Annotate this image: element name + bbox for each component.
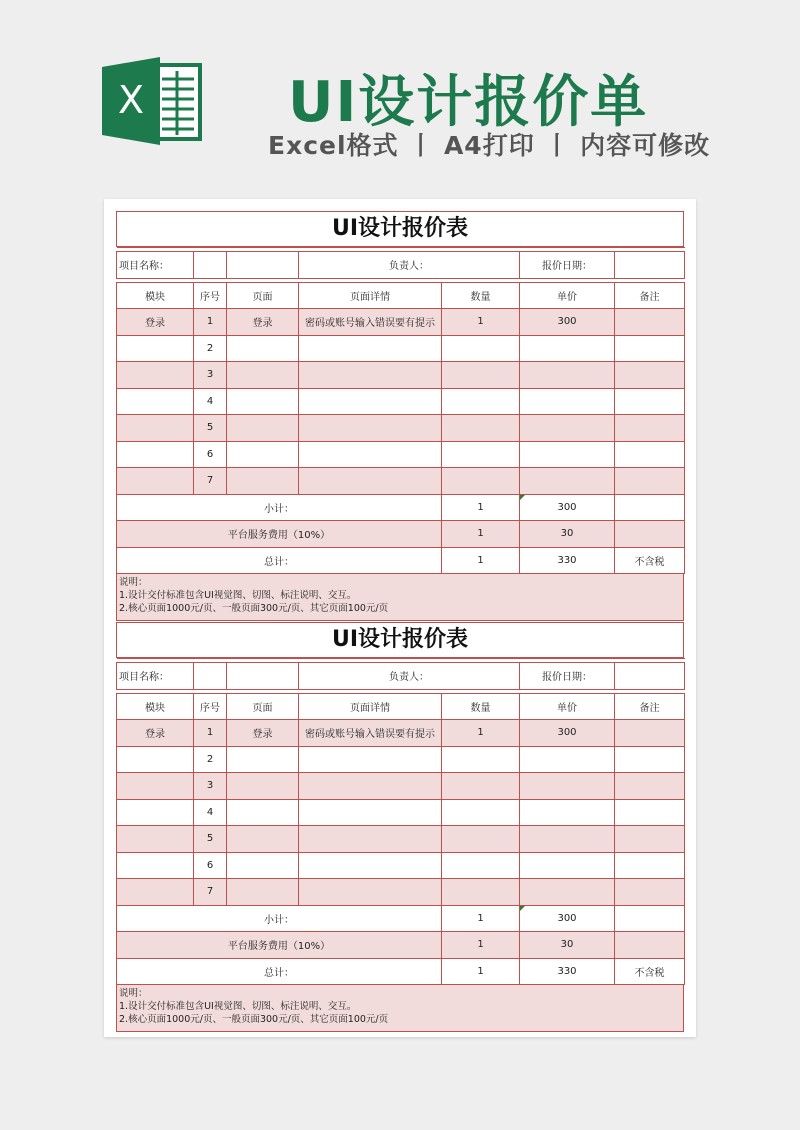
- excel-logo-icon: [102, 57, 202, 145]
- table-cell[interactable]: [615, 773, 685, 800]
- service-qty[interactable]: 1: [442, 521, 520, 548]
- table-cell[interactable]: [520, 773, 615, 800]
- quote-table: [116, 658, 685, 985]
- table-row: [117, 826, 685, 853]
- table-cell[interactable]: 密码或账号输入错误要有提示: [299, 309, 442, 336]
- table-cell[interactable]: [615, 468, 685, 495]
- svg-text:X: X: [117, 78, 145, 122]
- table-cell[interactable]: [117, 773, 194, 800]
- column-header: 模块: [117, 282, 194, 309]
- subtotal-label: 小计：: [117, 494, 442, 521]
- table-cell[interactable]: 6: [194, 441, 227, 468]
- table-cell[interactable]: 300: [520, 309, 615, 336]
- table-cell[interactable]: [299, 852, 442, 879]
- note-line: 说明：: [119, 988, 148, 999]
- table-row: [117, 309, 685, 336]
- table-row: [117, 799, 685, 826]
- column-header: 序号: [194, 693, 227, 720]
- table-cell[interactable]: 登录: [117, 309, 194, 336]
- subtotal-qty[interactable]: 1: [442, 905, 520, 932]
- total-qty[interactable]: 1: [442, 958, 520, 985]
- table-cell[interactable]: [615, 362, 685, 389]
- table-cell[interactable]: [520, 388, 615, 415]
- note-line: 1.设计交付标准包含UI视觉图、切图、标注说明、交互。: [119, 590, 357, 601]
- table-cell[interactable]: [117, 415, 194, 442]
- table-cell[interactable]: [442, 852, 520, 879]
- subtotal-price[interactable]: 300: [520, 905, 615, 932]
- subtotal-row: [117, 905, 685, 932]
- owner-label: 负责人：: [299, 252, 520, 279]
- subtotal-note[interactable]: [615, 494, 685, 521]
- note-line: 说明：: [119, 577, 148, 588]
- column-header: 备注: [615, 693, 685, 720]
- table-cell[interactable]: 3: [194, 773, 227, 800]
- subtotal-price[interactable]: 300: [520, 494, 615, 521]
- table-cell[interactable]: [520, 852, 615, 879]
- quote-sheet: [116, 622, 684, 1032]
- note-line: 1.设计交付标准包含UI视觉图、切图、标注说明、交互。: [119, 1001, 357, 1012]
- table-cell[interactable]: [299, 773, 442, 800]
- total-note[interactable]: 不含税: [615, 958, 685, 985]
- table-cell[interactable]: 2: [194, 746, 227, 773]
- table-cell[interactable]: [227, 362, 299, 389]
- table-cell[interactable]: [442, 388, 520, 415]
- total-note[interactable]: 不含税: [615, 547, 685, 574]
- table-cell[interactable]: 5: [194, 415, 227, 442]
- column-header: 模块: [117, 693, 194, 720]
- table-cell[interactable]: [615, 441, 685, 468]
- table-cell[interactable]: [299, 826, 442, 853]
- table-row: [117, 388, 685, 415]
- sheet-title: UI设计报价表: [116, 622, 684, 658]
- table-cell[interactable]: [117, 799, 194, 826]
- column-header: 页面详情: [299, 693, 442, 720]
- table-cell[interactable]: [442, 799, 520, 826]
- table-cell[interactable]: [520, 335, 615, 362]
- table-cell[interactable]: [442, 415, 520, 442]
- table-cell[interactable]: [227, 388, 299, 415]
- table-cell[interactable]: [227, 441, 299, 468]
- table-row: [117, 879, 685, 906]
- service-row: [117, 932, 685, 959]
- sheet-title: UI设计报价表: [116, 211, 684, 247]
- column-header: 备注: [615, 282, 685, 309]
- table-cell[interactable]: [442, 773, 520, 800]
- table-cell[interactable]: [117, 388, 194, 415]
- project-name-field[interactable]: [194, 663, 227, 690]
- table-row: [117, 746, 685, 773]
- subtotal-label: 小计：: [117, 905, 442, 932]
- notes-block: [116, 985, 684, 1032]
- table-cell[interactable]: 登录: [117, 720, 194, 747]
- service-row: [117, 521, 685, 548]
- table-cell[interactable]: [117, 441, 194, 468]
- table-cell[interactable]: [299, 468, 442, 495]
- table-cell[interactable]: [615, 852, 685, 879]
- table-cell[interactable]: [227, 879, 299, 906]
- table-cell[interactable]: [442, 441, 520, 468]
- table-cell[interactable]: 4: [194, 388, 227, 415]
- table-cell[interactable]: [615, 799, 685, 826]
- table-cell[interactable]: [299, 441, 442, 468]
- column-header: 数量: [442, 693, 520, 720]
- table-cell[interactable]: [117, 879, 194, 906]
- project-name-label: 项目名称：: [117, 252, 194, 279]
- table-cell[interactable]: [299, 746, 442, 773]
- table-cell[interactable]: [299, 799, 442, 826]
- subtotal-qty[interactable]: 1: [442, 494, 520, 521]
- owner-label: 负责人：: [299, 663, 520, 690]
- service-price[interactable]: 30: [520, 932, 615, 959]
- table-cell[interactable]: 6: [194, 852, 227, 879]
- column-header: 页面详情: [299, 282, 442, 309]
- table-cell[interactable]: [299, 335, 442, 362]
- table-cell[interactable]: [227, 799, 299, 826]
- column-header: 页面: [227, 693, 299, 720]
- table-cell[interactable]: [227, 335, 299, 362]
- table-row: [117, 773, 685, 800]
- table-row: [117, 441, 685, 468]
- table-cell[interactable]: [299, 388, 442, 415]
- column-header: 单价: [520, 282, 615, 309]
- quote-date-field[interactable]: [615, 663, 685, 690]
- total-row: [117, 958, 685, 985]
- note-line: 2.核心页面1000元/页、一般页面300元/页、其它页面100元/页: [119, 603, 389, 614]
- table-cell[interactable]: 3: [194, 362, 227, 389]
- table-row: [117, 362, 685, 389]
- table-cell[interactable]: [227, 826, 299, 853]
- table-cell[interactable]: [520, 468, 615, 495]
- total-price[interactable]: 330: [520, 958, 615, 985]
- table-cell[interactable]: [520, 441, 615, 468]
- table-cell[interactable]: 300: [520, 720, 615, 747]
- service-label: 平台服务费用（10%）: [117, 932, 442, 959]
- service-label: 平台服务费用（10%）: [117, 521, 442, 548]
- table-cell[interactable]: 7: [194, 879, 227, 906]
- table-row: [117, 415, 685, 442]
- table-cell[interactable]: [442, 335, 520, 362]
- table-cell[interactable]: 1: [194, 720, 227, 747]
- quote-sheet: [116, 211, 684, 621]
- table-cell[interactable]: [117, 852, 194, 879]
- quote-date-label: 报价日期：: [520, 252, 615, 279]
- service-note[interactable]: [615, 521, 685, 548]
- table-cell[interactable]: 5: [194, 826, 227, 853]
- table-cell[interactable]: 2: [194, 335, 227, 362]
- column-header: 页面: [227, 282, 299, 309]
- paper-sheet: [104, 199, 696, 1037]
- project-name-label: 项目名称：: [117, 663, 194, 690]
- project-name-field[interactable]: [194, 252, 227, 279]
- table-cell[interactable]: 1: [442, 720, 520, 747]
- table-cell[interactable]: [520, 826, 615, 853]
- subtotal-note[interactable]: [615, 905, 685, 932]
- quote-date-field[interactable]: [615, 252, 685, 279]
- table-cell[interactable]: [442, 468, 520, 495]
- quote-date-label: 报价日期：: [520, 663, 615, 690]
- table-cell[interactable]: [299, 415, 442, 442]
- table-cell[interactable]: [520, 415, 615, 442]
- service-price[interactable]: 30: [520, 521, 615, 548]
- column-header: 数量: [442, 282, 520, 309]
- project-name-field[interactable]: [227, 663, 299, 690]
- table-cell[interactable]: [117, 362, 194, 389]
- total-row: [117, 547, 685, 574]
- table-cell[interactable]: [227, 746, 299, 773]
- page-header: [0, 0, 800, 190]
- total-qty[interactable]: 1: [442, 547, 520, 574]
- table-cell[interactable]: [117, 746, 194, 773]
- table-cell[interactable]: [615, 415, 685, 442]
- table-cell[interactable]: [117, 335, 194, 362]
- table-cell[interactable]: [442, 826, 520, 853]
- table-cell[interactable]: [299, 879, 442, 906]
- column-header: 序号: [194, 282, 227, 309]
- table-cell[interactable]: [520, 362, 615, 389]
- table-cell[interactable]: [520, 746, 615, 773]
- table-cell[interactable]: [117, 826, 194, 853]
- service-note[interactable]: [615, 932, 685, 959]
- table-cell[interactable]: [442, 879, 520, 906]
- table-cell[interactable]: 密码或账号输入错误要有提示: [299, 720, 442, 747]
- table-cell[interactable]: [615, 746, 685, 773]
- table-cell[interactable]: 登录: [227, 720, 299, 747]
- table-cell[interactable]: [615, 388, 685, 415]
- table-cell[interactable]: [615, 826, 685, 853]
- table-cell[interactable]: [299, 362, 442, 389]
- note-line: 2.核心页面1000元/页、一般页面300元/页、其它页面100元/页: [119, 1014, 389, 1025]
- page-subtitle: Excel格式 丨 A4打印 丨 内容可修改: [268, 131, 711, 160]
- project-name-field[interactable]: [227, 252, 299, 279]
- subtotal-row: [117, 494, 685, 521]
- quote-table: [116, 247, 685, 574]
- table-cell[interactable]: [615, 335, 685, 362]
- table-cell[interactable]: [227, 468, 299, 495]
- table-cell[interactable]: [615, 309, 685, 336]
- column-header: 单价: [520, 693, 615, 720]
- table-cell[interactable]: [615, 879, 685, 906]
- table-cell[interactable]: [227, 415, 299, 442]
- table-cell[interactable]: 登录: [227, 309, 299, 336]
- notes-block: [116, 574, 684, 621]
- page-title: UI设计报价单: [288, 70, 649, 135]
- table-cell[interactable]: [227, 852, 299, 879]
- table-cell[interactable]: [615, 720, 685, 747]
- total-label: 总计：: [117, 547, 442, 574]
- table-cell[interactable]: 1: [442, 309, 520, 336]
- table-cell[interactable]: [227, 773, 299, 800]
- table-row: [117, 335, 685, 362]
- header-row: [117, 693, 685, 720]
- table-row: [117, 852, 685, 879]
- table-cell[interactable]: [117, 468, 194, 495]
- table-cell[interactable]: 1: [194, 309, 227, 336]
- total-label: 总计：: [117, 958, 442, 985]
- table-cell[interactable]: [442, 362, 520, 389]
- table-cell[interactable]: [520, 799, 615, 826]
- total-price[interactable]: 330: [520, 547, 615, 574]
- table-cell[interactable]: 4: [194, 799, 227, 826]
- table-cell[interactable]: 7: [194, 468, 227, 495]
- table-cell[interactable]: [520, 879, 615, 906]
- table-row: [117, 720, 685, 747]
- info-row: [117, 252, 685, 279]
- table-cell[interactable]: [442, 746, 520, 773]
- info-row: [117, 663, 685, 690]
- table-row: [117, 468, 685, 495]
- service-qty[interactable]: 1: [442, 932, 520, 959]
- header-row: [117, 282, 685, 309]
